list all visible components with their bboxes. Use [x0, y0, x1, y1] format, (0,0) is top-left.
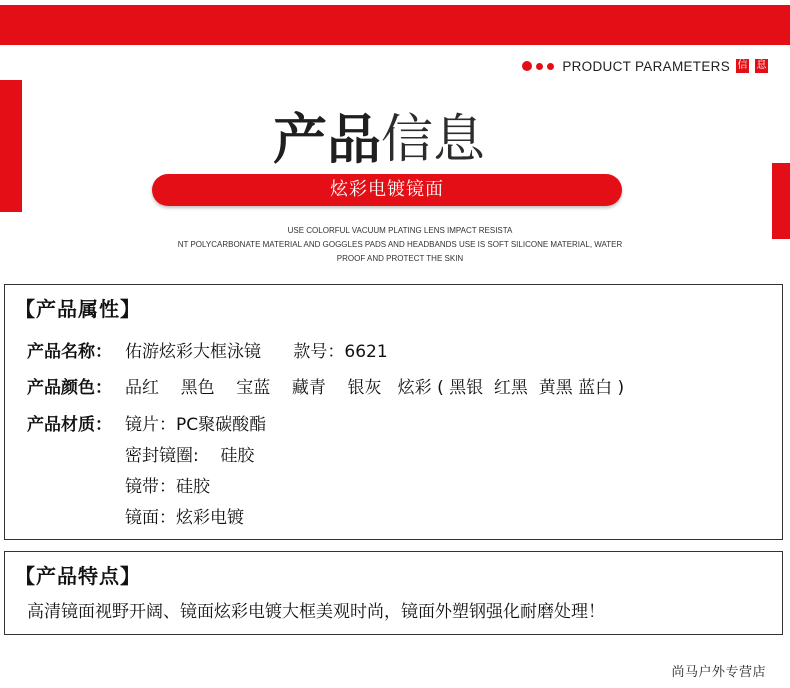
- title-normal-part: 信息: [381, 110, 486, 170]
- attr-key: 产品名称：: [27, 342, 112, 362]
- attr-value: 镜片：PC聚碳酸酯: [125, 415, 267, 435]
- attr-row-color: [27, 373, 624, 398]
- features-title: 【产品特点】: [15, 564, 141, 588]
- material-surface: 镜面：炫彩电镀: [125, 508, 244, 528]
- product-parameters-label: [522, 58, 768, 74]
- title-bold-part: 产品: [273, 108, 381, 171]
- top-red-banner: [0, 5, 790, 45]
- features-panel: [4, 551, 783, 635]
- dot-icon: [547, 63, 554, 70]
- attr-value: 佑游炫彩大框泳镜 款号：6621: [125, 342, 388, 362]
- attributes-title: 【产品属性】: [15, 297, 141, 321]
- english-description-line-3: PROOF AND PROTECT THE SKIN: [336, 254, 464, 263]
- left-red-block: [0, 80, 22, 212]
- right-red-block: [772, 163, 790, 239]
- shop-name: 尚马户外专营店: [671, 665, 766, 680]
- material-strap: 镜带：硅胶: [125, 477, 210, 497]
- attr-key: 产品材质：: [27, 415, 112, 435]
- english-description-line-2: NT POLYCARBONATE MATERIAL AND GOGGLES PADS AND HEADBANDS USE IS SOFT SILICONE MATERIAL, WATER: [177, 240, 623, 249]
- material-seal: 密封镜圈: 硅胶: [125, 446, 255, 466]
- attr-row-name: [27, 337, 388, 362]
- features-text: 高清镜面视野开阔、镜面炫彩电镀大框美观时尚，镜面外塑钢强化耐磨处理！: [27, 602, 605, 622]
- dot-icon: [536, 63, 543, 70]
- attr-key: 产品颜色：: [27, 378, 112, 398]
- page-title: [273, 100, 485, 170]
- attr-value: 品红 黑色 宝蓝 藏青 银灰 炫彩 ( 黑银 红黑 黄黑 蓝白 ): [125, 378, 625, 398]
- subtitle-pill: 炫彩电镀镜面: [152, 174, 622, 206]
- attributes-panel: [4, 284, 783, 540]
- attr-row-material: [27, 410, 266, 435]
- dot-icon: [522, 61, 532, 71]
- badge-xin: 信: [737, 60, 748, 71]
- english-description-line-1: USE COLORFUL VACUUM PLATING LENS IMPACT RESISTA: [287, 226, 513, 235]
- product-parameters-text: PRODUCT PARAMETERS: [562, 58, 730, 74]
- badge-xi: 息: [756, 60, 767, 71]
